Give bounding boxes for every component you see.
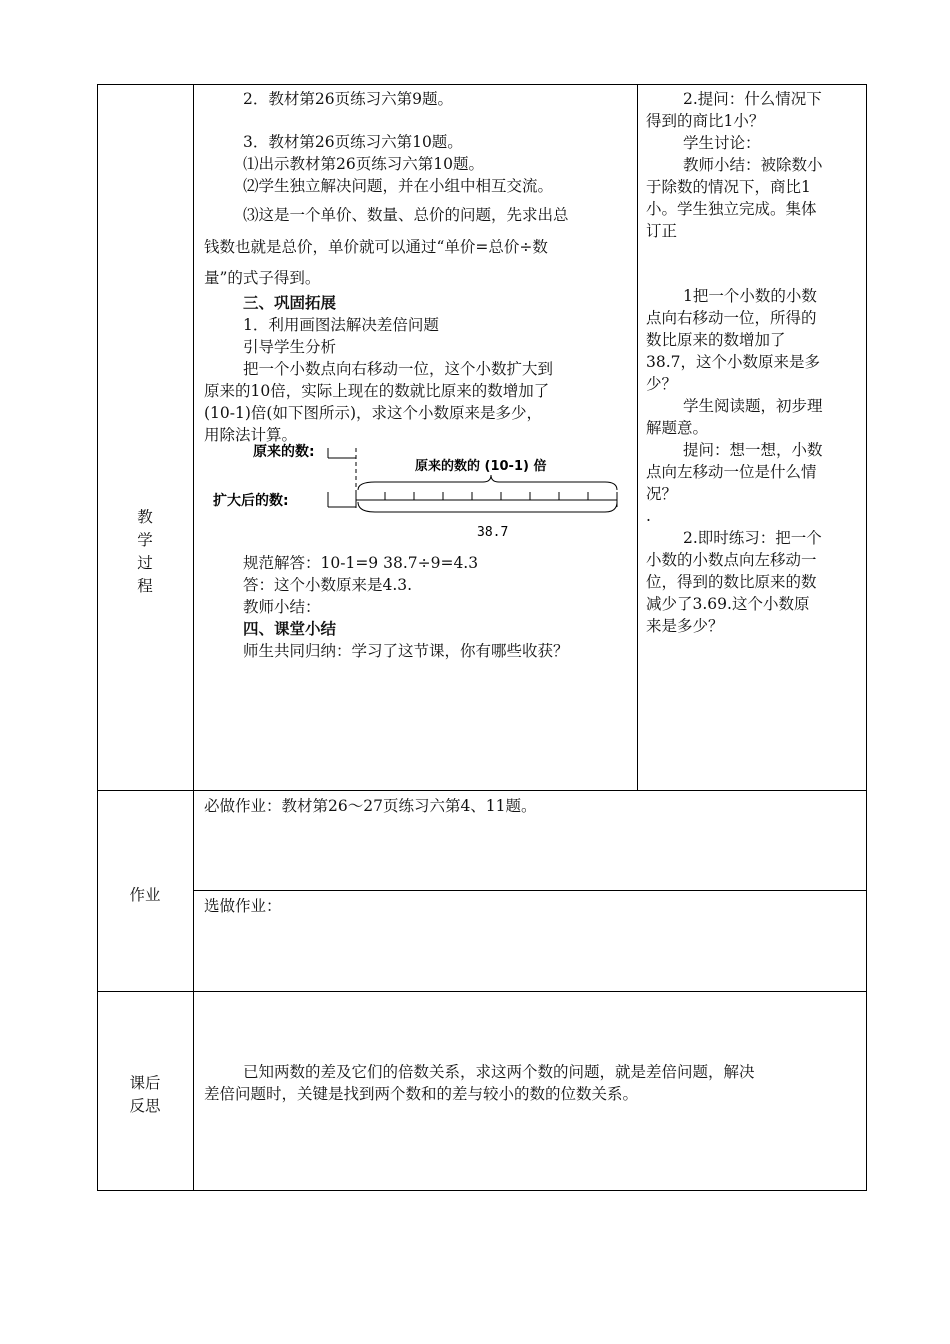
side-line-22: 减少了3.69.这个小数原 — [646, 595, 810, 613]
table-right-border — [866, 84, 867, 1191]
side-line-16: 点向左移动一位是什么情 — [646, 463, 817, 481]
side-line-9: 点向右移动一位，所得的 — [646, 309, 817, 327]
side-line-11: 38.7，这个小数原来是多 — [646, 353, 821, 371]
times-brace — [358, 475, 617, 490]
table-left-border — [97, 84, 98, 1191]
reflection-line-2: 差倍问题时，关键是找到两个数和的差与较小的数的位数关系。 — [204, 1085, 639, 1103]
label-process-4: 程 — [137, 577, 153, 595]
row-divider-homework — [97, 991, 867, 992]
side-line-4: 教师小结：被除数小 — [683, 156, 823, 174]
side-line-2: 得到的商比1小？ — [646, 112, 765, 130]
side-line-19: 2.即时练习：把一个 — [683, 529, 822, 547]
diagram-drawing — [205, 440, 635, 550]
label-column-divider — [193, 84, 194, 1191]
main-line-2: 3．教材第26页练习六第10题。 — [243, 133, 463, 151]
table-bottom-border — [97, 1190, 867, 1191]
homework-optional: 选做作业： — [204, 897, 282, 915]
main-line-12: 原来的10倍，实际上现在的数就比原来的数增加了 — [204, 382, 550, 400]
side-line-23: 来是多少？ — [646, 617, 724, 635]
main-line-7: 量”的式子得到。 — [204, 269, 321, 287]
label-homework: 作业 — [129, 886, 161, 904]
homework-required: 必做作业：教材第26～27页练习六第4、11题。 — [204, 797, 537, 815]
main-line-10: 引导学生分析 — [243, 338, 337, 356]
main-line-19: 师生共同归纳：学习了这节课，你有哪些收获？ — [243, 642, 569, 660]
diagram-difference-value: 38.7 — [477, 525, 509, 540]
main-line-9: 1．利用画图法解决差倍问题 — [243, 316, 439, 334]
row-divider-homework-inner — [193, 890, 867, 891]
side-line-17: 况？ — [646, 485, 678, 503]
main-line-16: 答：这个小数原来是4.3. — [243, 576, 413, 594]
side-line-15: 提问：想一想，小数 — [683, 441, 823, 459]
difference-multiple-diagram — [205, 440, 635, 550]
side-line-6: 小。学生独立完成。集体 — [646, 200, 817, 218]
side-line-8: 1把一个小数的小数 — [683, 287, 817, 305]
label-process-1: 教 — [137, 508, 153, 526]
main-line-17: 教师小结： — [243, 598, 321, 616]
main-line-4: ⑵学生独立解决问题，并在小组中相互交流。 — [243, 177, 554, 195]
difference-bracket — [358, 502, 617, 512]
row-divider-process — [97, 790, 867, 791]
section-heading-summary: 四、课堂小结 — [243, 619, 337, 638]
diagram-original-label: 原来的数: — [253, 444, 315, 460]
main-line-1: 2．教材第26页练习六第9题。 — [243, 90, 453, 108]
side-line-20: 小数的小数点向左移动一 — [646, 551, 817, 569]
side-line-18: . — [646, 507, 651, 525]
label-reflection-1: 课后 — [129, 1074, 161, 1092]
side-line-13: 学生阅读题，初步理 — [683, 397, 823, 415]
side-line-10: 数比原来的数增加了 — [646, 331, 786, 349]
section-heading-consolidate: 三、巩固拓展 — [243, 293, 337, 312]
main-line-11: 把一个小数点向右移动一位，这个小数扩大到 — [243, 360, 554, 378]
side-line-21: 位，得到的数比原来的数 — [646, 573, 817, 591]
label-process-2: 学 — [137, 531, 153, 549]
label-reflection-2: 反思 — [129, 1097, 161, 1115]
diagram-times-label: 原来的数的 (10-1) 倍 — [415, 459, 547, 474]
main-line-5: ⑶这是一个单价、数量、总价的问题，先求出总 — [243, 206, 569, 224]
main-line-13: (10-1)倍(如下图所示)，求这个小数原来是多少， — [204, 404, 543, 422]
reflection-line-1: 已知两数的差及它们的倍数关系，求这两个数的问题，就是差倍问题，解决 — [243, 1063, 755, 1081]
side-column-divider — [637, 84, 638, 791]
side-line-7: 订正 — [646, 222, 678, 240]
table-top-border — [97, 84, 867, 85]
main-line-14: 用除法计算。 — [204, 426, 298, 444]
main-line-6: 钱数也就是总价，单价就可以通过“单价=总价÷数 — [204, 238, 548, 256]
main-line-15: 规范解答：10-1=9 38.7÷9=4.3 — [243, 554, 479, 572]
main-line-3: ⑴出示教材第26页练习六第10题。 — [243, 155, 484, 173]
side-line-3: 学生讨论： — [683, 134, 761, 152]
side-line-1: 2.提问：什么情况下 — [683, 90, 822, 108]
diagram-expanded-label: 扩大后的数: — [213, 493, 289, 509]
side-line-14: 解题意。 — [646, 419, 709, 437]
side-line-5: 于除数的情况下，商比1 — [646, 178, 811, 196]
side-line-12: 少？ — [646, 375, 678, 393]
label-process-3: 过 — [137, 554, 153, 572]
